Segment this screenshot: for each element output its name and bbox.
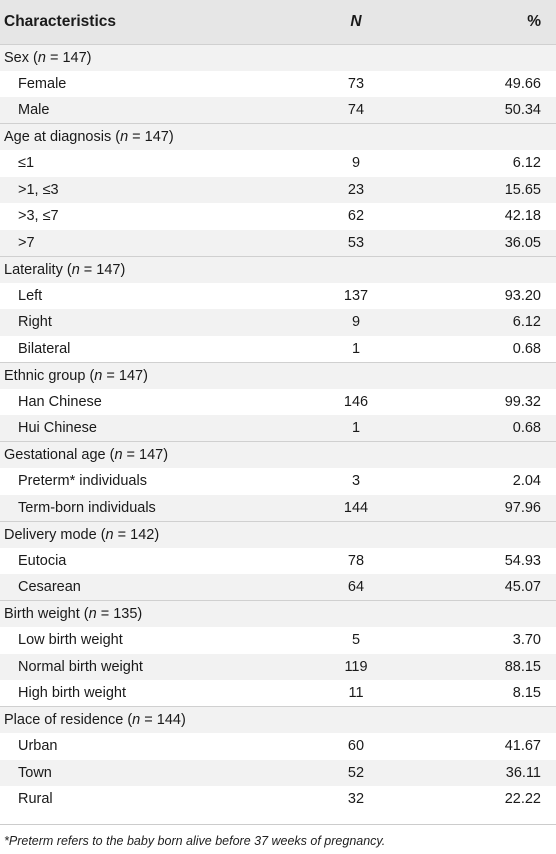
row-label: Han Chinese — [18, 393, 102, 410]
group-row — [0, 707, 556, 734]
row-label: >1, ≤3 — [18, 181, 59, 198]
row-label: Low birth weight — [18, 632, 123, 649]
group-row — [0, 124, 556, 151]
header-row — [0, 0, 556, 44]
table-row — [0, 177, 556, 204]
row-n: 73 — [347, 75, 365, 92]
row-percent: 0.68 — [512, 340, 541, 357]
row-label: Eutocia — [18, 552, 67, 569]
row-n: 146 — [343, 393, 369, 410]
row-n: 32 — [347, 791, 365, 808]
row-n: 11 — [348, 685, 364, 701]
group-row — [0, 256, 556, 283]
table-row — [0, 150, 556, 177]
group-label: Gestational age (n = 147) — [0, 442, 556, 469]
row-label: Town — [18, 764, 52, 781]
row-n: 5 — [351, 632, 361, 649]
row-n: 52 — [347, 764, 365, 781]
row-label: Normal birth weight — [18, 658, 143, 675]
table-body — [0, 44, 556, 813]
row-percent: 97.96 — [504, 499, 541, 516]
row-n: 1 — [351, 340, 361, 357]
row-label: High birth weight — [18, 685, 126, 701]
row-n: 74 — [347, 102, 365, 118]
table-row — [0, 230, 556, 257]
table-header — [0, 0, 556, 44]
row-percent: 3.70 — [512, 632, 541, 649]
row-percent: 50.34 — [504, 102, 541, 118]
row-label: Male — [18, 102, 50, 118]
table-row — [0, 548, 556, 575]
row-label: Female — [18, 75, 67, 92]
row-label: Rural — [18, 791, 53, 808]
row-n: 23 — [347, 181, 365, 198]
row-percent: 88.15 — [504, 658, 541, 675]
row-label: >7 — [18, 234, 35, 251]
row-percent: 6.12 — [512, 314, 541, 331]
table-row — [0, 733, 556, 760]
row-n: 62 — [347, 208, 365, 225]
row-percent: 2.04 — [512, 473, 541, 490]
row-n: 78 — [347, 552, 365, 569]
group-row — [0, 44, 556, 71]
table-footnote: *Preterm refers to the baby born alive before 37 weeks of pregnancy. — [4, 834, 386, 848]
row-n: 1 — [351, 420, 361, 436]
group-label: Ethnic group (n = 147) — [0, 362, 556, 389]
row-percent: 22.22 — [504, 791, 541, 808]
row-percent: 41.67 — [504, 738, 541, 755]
group-row — [0, 442, 556, 469]
table-row — [0, 574, 556, 601]
table-row — [0, 468, 556, 495]
row-percent: 0.68 — [512, 420, 541, 436]
table-row — [0, 389, 556, 416]
row-n: 60 — [347, 738, 365, 755]
group-label: Birth weight (n = 135) — [0, 601, 556, 628]
row-n: 53 — [347, 234, 365, 251]
row-label: >3, ≤7 — [18, 208, 59, 225]
row-percent: 36.11 — [505, 764, 541, 781]
row-n: 144 — [343, 499, 369, 516]
row-label: Bilateral — [18, 340, 71, 357]
group-row — [0, 601, 556, 628]
table-row — [0, 97, 556, 124]
table-row — [0, 309, 556, 336]
row-percent: 93.20 — [504, 287, 541, 304]
group-label: Sex (n = 147) — [0, 44, 556, 71]
row-percent: 49.66 — [504, 75, 541, 92]
table-row — [0, 627, 556, 654]
footnote-divider — [0, 824, 556, 825]
table-row — [0, 71, 556, 98]
group-label: Place of residence (n = 144) — [0, 707, 556, 734]
group-label: Age at diagnosis (n = 147) — [0, 124, 556, 151]
group-row — [0, 362, 556, 389]
row-label: Preterm* individuals — [18, 473, 147, 490]
table-row — [0, 495, 556, 522]
row-n: 137 — [343, 287, 369, 304]
row-label: Term-born individuals — [18, 499, 156, 516]
row-label: Right — [18, 314, 52, 331]
table-row — [0, 654, 556, 681]
table-row — [0, 760, 556, 787]
row-percent: 45.07 — [504, 579, 541, 595]
row-percent: 15.65 — [504, 181, 541, 198]
row-label: Cesarean — [18, 579, 81, 595]
table-row — [0, 336, 556, 363]
row-label: Urban — [18, 738, 58, 755]
row-percent: 6.12 — [512, 155, 541, 172]
row-percent: 36.05 — [504, 234, 541, 251]
row-percent: 8.15 — [512, 685, 541, 701]
row-percent: 42.18 — [504, 208, 541, 225]
table-row — [0, 680, 556, 707]
table-row — [0, 415, 556, 442]
row-n: 9 — [351, 314, 361, 331]
table-row — [0, 786, 556, 813]
row-n: 119 — [344, 658, 368, 675]
table-row — [0, 203, 556, 230]
header-n: N — [350, 12, 362, 30]
table-row — [0, 283, 556, 310]
header-percent: % — [527, 12, 541, 30]
group-label: Delivery mode (n = 142) — [0, 521, 556, 548]
header-characteristics: Characteristics — [4, 12, 117, 30]
group-label: Laterality (n = 147) — [0, 256, 556, 283]
row-percent: 99.32 — [504, 393, 541, 410]
row-label: ≤1 — [18, 155, 35, 172]
row-label: Left — [18, 287, 43, 304]
row-label: Hui Chinese — [18, 420, 97, 436]
group-row — [0, 521, 556, 548]
row-percent: 54.93 — [504, 552, 541, 569]
row-n: 64 — [347, 579, 365, 595]
row-n: 9 — [351, 155, 361, 172]
row-n: 3 — [351, 473, 361, 490]
